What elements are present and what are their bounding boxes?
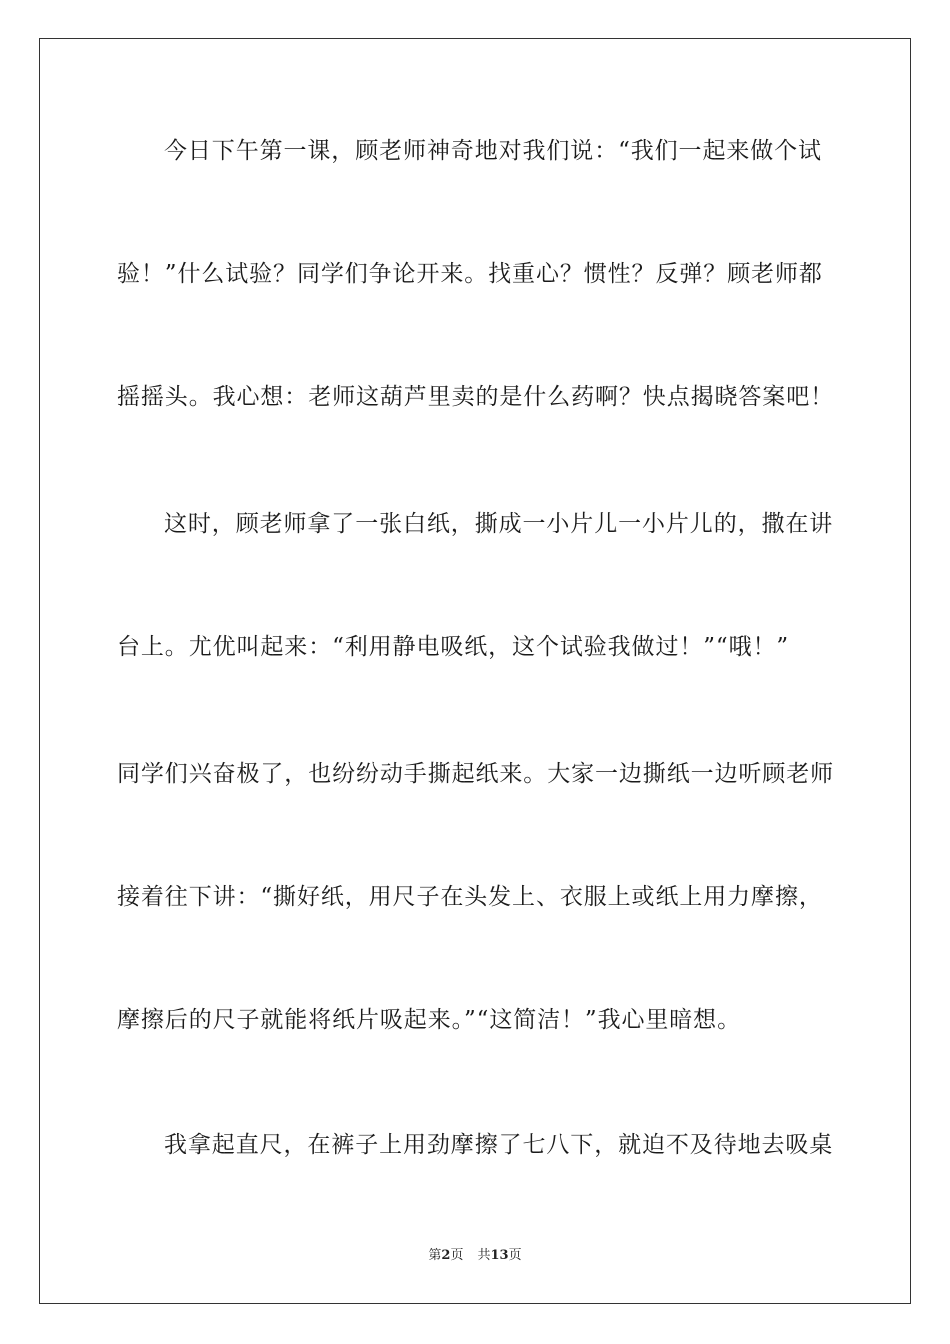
paragraph-3-line-1: 我拿起直尺，在裤子上用劲摩擦了七八下，就迫不及待地去吸桌	[164, 1132, 834, 1158]
paragraph-1-line-3: 摇摇头。我心想：老师这葫芦里卖的是什么药啊？快点揭晓答案吧！	[117, 384, 834, 410]
total-label-prefix: 共	[477, 1248, 491, 1263]
page-label-suffix: 页	[450, 1248, 464, 1263]
paragraph-1-line-1: 今日下午第一课，顾老师神奇地对我们说：“我们一起来做个试	[164, 138, 822, 164]
page-number: 2	[441, 1248, 451, 1263]
paragraph-2-line-4: 接着往下讲：“撕好纸，用尺子在头发上、衣服上或纸上用力摩擦，	[117, 884, 823, 910]
page-label-prefix: 第	[428, 1248, 442, 1263]
paragraph-2-line-5: 摩擦后的尺子就能将纸片吸起来。”“这简洁！”我心里暗想。	[117, 1007, 741, 1033]
page-footer	[0, 1247, 950, 1265]
total-pages: 13	[490, 1248, 509, 1263]
paragraph-2-line-2: 台上。尤优叫起来：“利用静电吸纸，这个试验我做过！”“哦！”	[117, 634, 790, 660]
paragraph-2-line-3: 同学们兴奋极了，也纷纷动手撕起纸来。大家一边撕纸一边听顾老师	[117, 761, 834, 787]
paragraph-2-line-1: 这时，顾老师拿了一张白纸，撕成一小片儿一小片儿的，撒在讲	[164, 511, 834, 537]
total-label-suffix: 页	[508, 1248, 522, 1263]
page-border	[39, 38, 911, 1304]
paragraph-1-line-2: 验！”什么试验？同学们争论开来。找重心？惯性？反弹？顾老师都	[117, 261, 823, 287]
